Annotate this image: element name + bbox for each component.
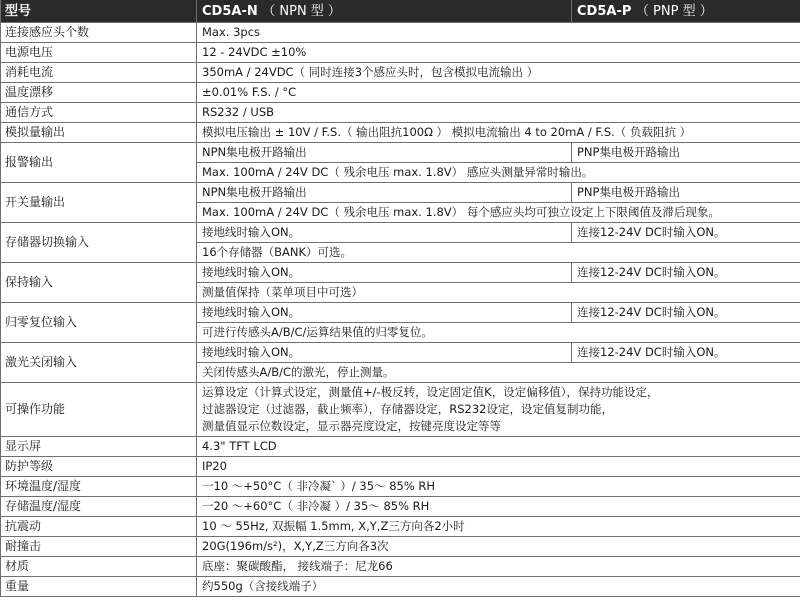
- value-current: 350mA / 24VDC（ 同时连接3个感应头时，包含模拟电流输出 ）: [197, 63, 800, 83]
- row-laser: [1, 343, 800, 363]
- row-ip: [1, 457, 800, 477]
- label-vibration: 抗震动: [1, 517, 197, 537]
- laser-note: 关闭传感头A/B/C的激光，停止测量。: [197, 363, 800, 383]
- row-ops: [1, 383, 800, 437]
- row-current: [1, 63, 800, 83]
- label-bank: 存储器切换输入: [1, 223, 197, 263]
- label-laser: 激光关闭输入: [1, 343, 197, 383]
- row-weight: [1, 577, 800, 597]
- label-sensors: 连接感应头个数: [1, 23, 197, 43]
- value-vibration: 10 ～ 55Hz, 双振幅 1.5mm, X,Y,Z三方向各2小时: [197, 517, 800, 537]
- zero-pnp: 连接12-24V DC时输入ON。: [572, 303, 800, 323]
- label-shock: 耐撞击: [1, 537, 197, 557]
- label-storage: 存储温度/湿度: [1, 497, 197, 517]
- switch-note: Max. 100mA / 24V DC（ 残余电压 max. 1.8V） 每个感应头均可独立设定上下限阈值及滞后现象。: [197, 203, 800, 223]
- bank-pnp: 连接12-24V DC时输入ON。: [572, 223, 800, 243]
- header-npn: [197, 0, 572, 23]
- label-zero: 归零复位输入: [1, 303, 197, 343]
- zero-npn: 接地线时输入ON。: [197, 303, 572, 323]
- laser-npn: 接地线时输入ON。: [197, 343, 572, 363]
- label-voltage: 电源电压: [1, 43, 197, 63]
- ops-line-3: 测量值显示位数设定，显示器亮度设定，按键亮度设定等等: [202, 419, 501, 433]
- zero-note: 可进行传感头A/B/C/运算结果值的归零复位。: [197, 323, 800, 343]
- switch-pnp: PNP集电极开路输出: [572, 183, 800, 203]
- row-sensors: [1, 23, 800, 43]
- row-voltage: [1, 43, 800, 63]
- value-material: 底座：聚碳酸酯， 接线端子：尼龙66: [197, 557, 800, 577]
- row-hold: [1, 263, 800, 283]
- label-switch: 开关量输出: [1, 183, 197, 223]
- value-drift: ±0.01% F.S. / °C: [197, 83, 800, 103]
- alarm-pnp: PNP集电极开路输出: [572, 143, 800, 163]
- label-comm: 通信方式: [1, 103, 197, 123]
- value-storage: 一20 ～+60°C（ 非冷凝 ）/ 35～ 85% RH: [197, 497, 800, 517]
- label-ip: 防护等级: [1, 457, 197, 477]
- label-current: 消耗电流: [1, 63, 197, 83]
- value-display: 4.3" TFT LCD: [197, 437, 800, 457]
- row-vibration: [1, 517, 800, 537]
- row-display: [1, 437, 800, 457]
- row-material: [1, 557, 800, 577]
- header-pnp-type: （ PNP 型 ）: [635, 3, 713, 19]
- ops-line-2: 过滤器设定（过滤器，截止频率），存储器设定，RS232设定，设定值复制功能，: [202, 402, 613, 416]
- row-comm: [1, 103, 800, 123]
- hold-npn: 接地线时输入ON。: [197, 263, 572, 283]
- value-comm: RS232 / USB: [197, 103, 800, 123]
- label-alarm: 报警输出: [1, 143, 197, 183]
- value-sensors: Max. 3pcs: [197, 23, 800, 43]
- bank-note: 16个存储器（BANK）可选。: [197, 243, 800, 263]
- label-weight: 重量: [1, 577, 197, 597]
- row-drift: [1, 83, 800, 103]
- label-drift: 温度漂移: [1, 83, 197, 103]
- value-analog: 模拟电压输出 ± 10V / F.S.（ 输出阻抗100Ω ） 模拟电流输出 4 to 20mA / F.S.（ 负载阻抗 ）: [197, 123, 800, 143]
- row-bank: [1, 223, 800, 243]
- laser-pnp: 连接12-24V DC时输入ON。: [572, 343, 800, 363]
- row-env: [1, 477, 800, 497]
- value-ops: [197, 383, 800, 437]
- row-zero: [1, 303, 800, 323]
- value-env: 一10 ～+50°C（ 非冷凝` ）/ 35～ 85% RH: [197, 477, 800, 497]
- value-voltage: 12 - 24VDC ±10%: [197, 43, 800, 63]
- row-storage: [1, 497, 800, 517]
- value-ip: IP20: [197, 457, 800, 477]
- ops-line-1: 运算设定（计算式设定，测量值+/-极反转，设定固定值K，设定偏移值），保持功能设定，: [202, 385, 659, 399]
- value-weight: 约550g（含接线端子）: [197, 577, 800, 597]
- bank-npn: 接地线时输入ON。: [197, 223, 572, 243]
- hold-note: 测量值保持（菜单项目中可选）: [197, 283, 800, 303]
- label-ops: 可操作功能: [1, 383, 197, 437]
- row-alarm: [1, 143, 800, 163]
- switch-npn: NPN集电极开路输出: [197, 183, 572, 203]
- header-npn-type: （ NPN 型 ）: [262, 3, 341, 19]
- alarm-npn: NPN集电极开路输出: [197, 143, 572, 163]
- header-pnp: [572, 0, 800, 23]
- alarm-note: Max. 100mA / 24V DC（ 残余电压 max. 1.8V） 感应头测量异常时输出。: [197, 163, 800, 183]
- header-row: [1, 0, 800, 23]
- header-pnp-model: CD5A-P: [577, 3, 632, 19]
- row-analog: [1, 123, 800, 143]
- header-npn-model: CD5A-N: [202, 3, 258, 19]
- label-env: 环境温度/湿度: [1, 477, 197, 497]
- label-hold: 保持输入: [1, 263, 197, 303]
- header-label: 型号: [1, 0, 197, 23]
- label-display: 显示屏: [1, 437, 197, 457]
- row-switch: [1, 183, 800, 203]
- hold-pnp: 连接12-24V DC时输入ON。: [572, 263, 800, 283]
- label-material: 材质: [1, 557, 197, 577]
- label-analog: 模拟量输出: [1, 123, 197, 143]
- row-shock: [1, 537, 800, 557]
- value-shock: 20G(196m/s²)，X,Y,Z三方向各3次: [197, 537, 800, 557]
